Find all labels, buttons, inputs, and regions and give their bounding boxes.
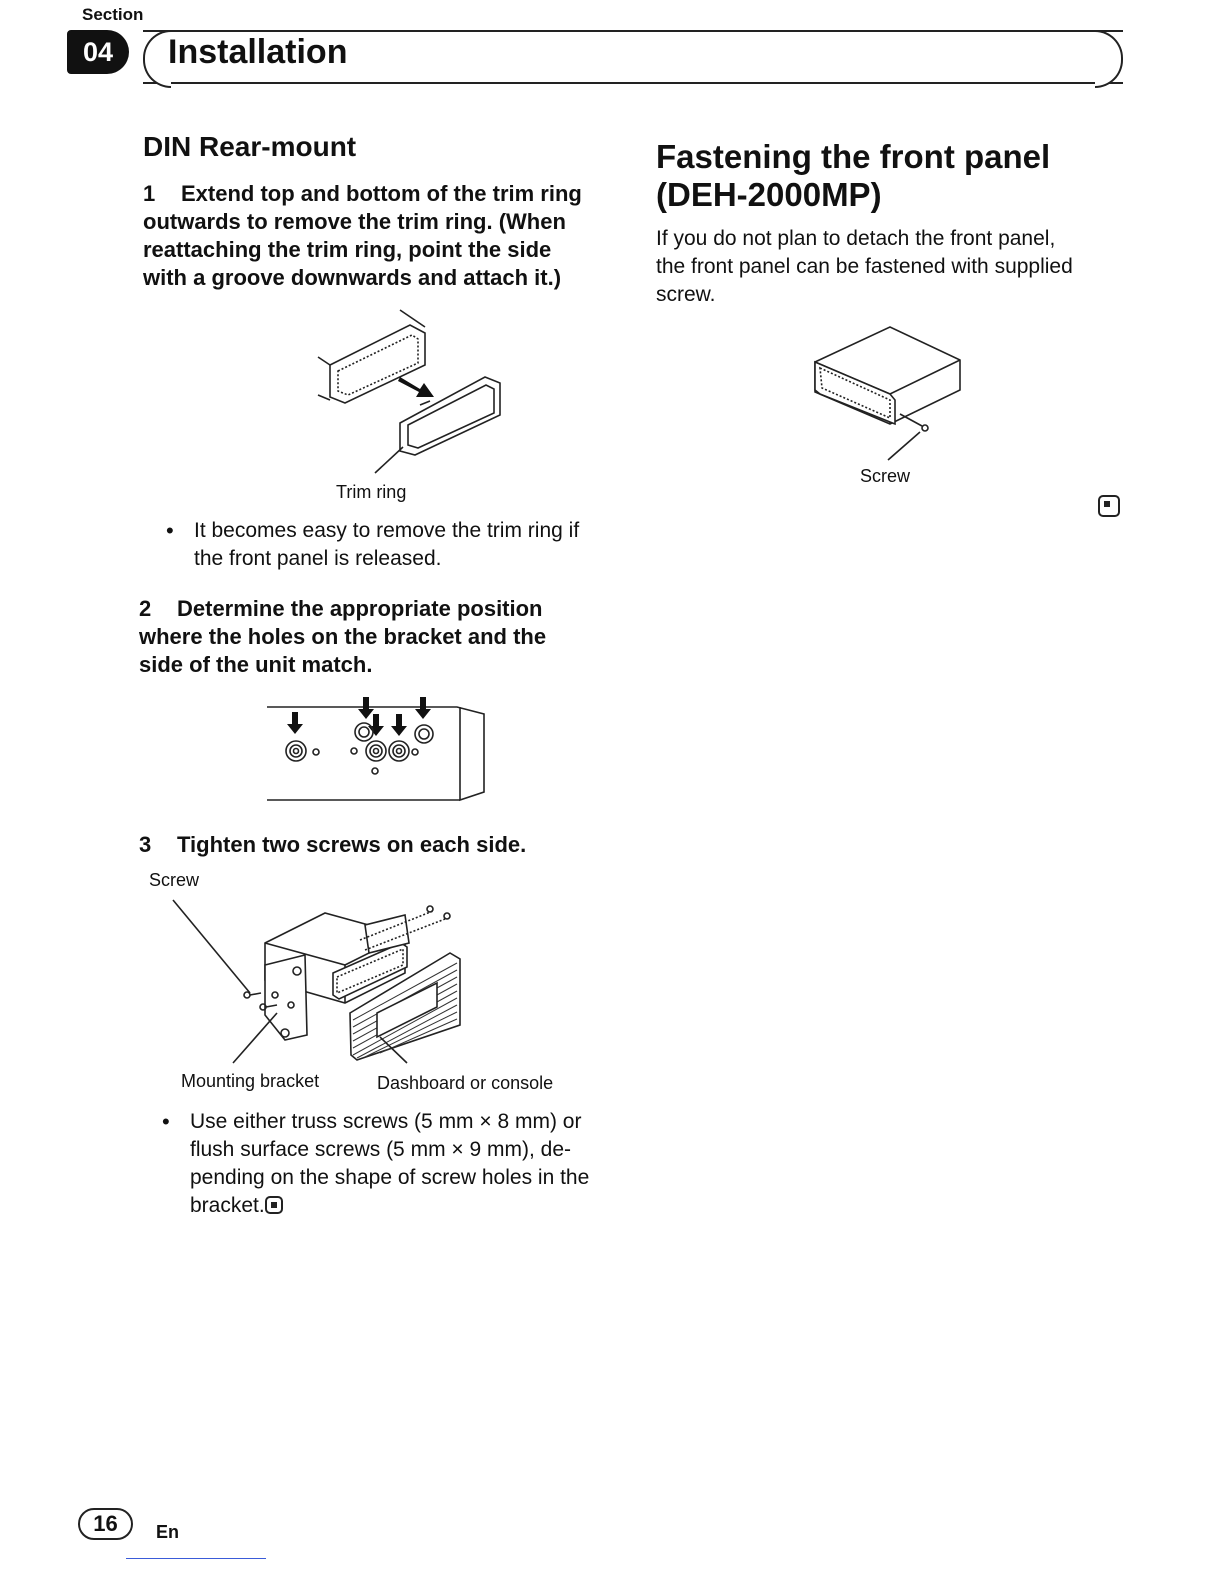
step-3-text: Tighten two screws on each side.	[177, 832, 527, 857]
fastening-front-panel-heading	[656, 138, 1126, 214]
body-line-1: If you do not plan to detach the front panel,	[656, 227, 1056, 250]
step-2-number: 2	[139, 596, 152, 621]
bullet-2-line-3: pending on the shape of screw holes in the	[190, 1166, 590, 1189]
bullet-2-line-1: Use either truss screws (5 mm × 8 mm) or	[190, 1110, 582, 1133]
bracket-holes-figure	[262, 692, 492, 807]
bullet-1-line-2: the front panel is released.	[194, 547, 442, 570]
body-line-3: screw.	[656, 283, 716, 306]
step-1	[143, 180, 623, 292]
end-of-section-icon	[1098, 495, 1120, 517]
bullet-1-line-1: It becomes easy to remove the trim ring if	[194, 519, 580, 542]
bullet-dot: •	[162, 1109, 170, 1134]
section-label: Section	[82, 5, 144, 24]
language-code: En	[156, 1522, 180, 1542]
bullet-trim-ring-note	[166, 517, 614, 573]
step-2-line-2: where the holes on the bracket and the	[139, 624, 547, 649]
front-panel-screw-caption: Screw	[860, 466, 911, 486]
heading-line-2: (DEH-2000MP)	[656, 176, 882, 213]
step-3	[139, 831, 619, 859]
section-number-badge: 04	[67, 30, 129, 74]
front-panel-screw-figure	[810, 322, 970, 467]
installation-assembly-figure	[165, 895, 475, 1070]
step-1-line-3: reattaching the trim ring, point the side	[143, 237, 552, 262]
screw-label: Screw	[149, 870, 200, 890]
step-1-line-4: with a groove downwards and attach it.)	[143, 265, 562, 290]
mounting-bracket-label: Mounting bracket	[181, 1071, 320, 1091]
step-1-line-2: outwards to remove the trim ring. (When	[143, 209, 566, 234]
step-2-line-1: Determine the appropriate position	[177, 596, 543, 621]
dashboard-label: Dashboard or console	[377, 1073, 554, 1093]
step-1-number: 1	[143, 181, 156, 206]
bullet-dot: •	[166, 518, 174, 543]
bullet-2-line-2: flush surface screws (5 mm × 9 mm), de-	[190, 1138, 572, 1161]
din-rear-mount-heading: DIN Rear-mount	[143, 131, 357, 162]
bullet-2-line-4: bracket.	[190, 1194, 265, 1217]
footer-rule	[126, 1558, 266, 1559]
fastening-body	[656, 225, 1126, 309]
step-2-line-3: side of the unit match.	[139, 652, 373, 677]
heading-line-1: Fastening the front panel	[656, 138, 1051, 175]
bullet-screw-note	[162, 1108, 620, 1220]
trim-ring-caption: Trim ring	[336, 482, 407, 502]
body-line-2: the front panel can be fastened with supplied	[656, 255, 1073, 278]
step-2	[139, 595, 619, 679]
page-title: Installation	[168, 33, 348, 71]
end-of-section-icon	[265, 1196, 283, 1214]
step-3-number: 3	[139, 832, 152, 857]
step-1-line-1: Extend top and bottom of the trim ring	[181, 181, 582, 206]
page-number: 16	[78, 1508, 133, 1540]
trim-ring-figure	[300, 305, 520, 480]
